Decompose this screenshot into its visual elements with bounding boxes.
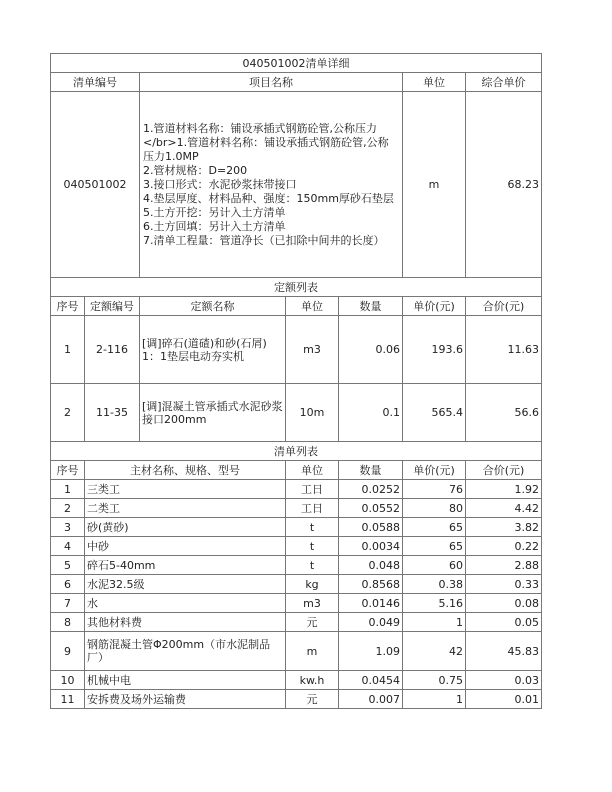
material-price: 65 (403, 518, 466, 537)
material-name: 安拆费及场外运输费 (85, 690, 286, 709)
description-line: 压力1.0MP (143, 149, 199, 163)
material-row (51, 537, 542, 556)
material-qty: 0.007 (339, 690, 403, 709)
description-line: 4.垫层厚度、材料品种、强度：150mm厚砂石垫层 (143, 191, 394, 205)
unit-price-header: 综合单价 (466, 73, 542, 92)
material-price: 1 (403, 690, 466, 709)
material-header-price: 单价(元) (403, 461, 466, 480)
material-no: 5 (51, 556, 85, 575)
material-no: 3 (51, 518, 85, 537)
material-price: 5.16 (403, 594, 466, 613)
quota-price: 565.4 (403, 384, 466, 442)
material-name: 机械中电 (85, 671, 286, 690)
quota-name: [调]混凝土管承插式水泥砂浆接口200mm (140, 384, 286, 442)
material-header-qty: 数量 (339, 461, 403, 480)
material-header-no: 序号 (51, 461, 85, 480)
quota-header-total: 合价(元) (466, 297, 542, 316)
material-qty: 0.049 (339, 613, 403, 632)
material-qty: 0.0454 (339, 671, 403, 690)
material-row (51, 632, 542, 671)
quota-header-name: 定额名称 (140, 297, 286, 316)
quota-header-unit: 单位 (286, 297, 339, 316)
material-name: 水 (85, 594, 286, 613)
material-total: 3.82 (466, 518, 542, 537)
material-name: 水泥32.5级 (85, 575, 286, 594)
material-row (51, 594, 542, 613)
quota-header-price: 单价(元) (403, 297, 466, 316)
material-qty: 0.0552 (339, 499, 403, 518)
material-total: 0.08 (466, 594, 542, 613)
material-row (51, 499, 542, 518)
material-header-unit: 单位 (286, 461, 339, 480)
material-unit: 元 (286, 613, 339, 632)
material-total: 0.01 (466, 690, 542, 709)
material-unit: kg (286, 575, 339, 594)
material-no: 1 (51, 480, 85, 499)
quota-section-title: 定额列表 (51, 278, 542, 297)
quota-header-qty: 数量 (339, 297, 403, 316)
item-unit-price: 68.23 (466, 92, 542, 278)
quota-code: 2-116 (85, 316, 140, 384)
material-price: 1 (403, 613, 466, 632)
material-section-title: 清单列表 (51, 442, 542, 461)
material-no: 8 (51, 613, 85, 632)
material-unit: m (286, 632, 339, 671)
quota-qty: 0.06 (339, 316, 403, 384)
material-unit: t (286, 556, 339, 575)
quota-total: 11.63 (466, 316, 542, 384)
item-description (140, 92, 403, 278)
description-line: </br>1.管道材料名称：铺设承插式钢筋砼管,公称 (143, 135, 389, 149)
quota-code: 11-35 (85, 384, 140, 442)
description-line: 5.土方开挖：另计入土方清单 (143, 205, 286, 219)
material-name: 碎石5-40mm (85, 556, 286, 575)
quota-name: [调]碎石(道碴)和砂(石屑)1：1垫层电动夯实机 (140, 316, 286, 384)
material-name: 三类工 (85, 480, 286, 499)
material-qty: 0.048 (339, 556, 403, 575)
material-unit: 工日 (286, 499, 339, 518)
quota-unit: m3 (286, 316, 339, 384)
material-qty: 0.0588 (339, 518, 403, 537)
quota-total: 56.6 (466, 384, 542, 442)
material-header-total: 合价(元) (466, 461, 542, 480)
quota-qty: 0.1 (339, 384, 403, 442)
material-no: 4 (51, 537, 85, 556)
material-unit: m3 (286, 594, 339, 613)
quota-unit: 10m (286, 384, 339, 442)
material-qty: 0.0034 (339, 537, 403, 556)
material-no: 9 (51, 632, 85, 671)
material-total: 0.05 (466, 613, 542, 632)
description-line: 3.接口形式：水泥砂浆抹带接口 (143, 177, 297, 191)
material-total: 0.03 (466, 671, 542, 690)
bill-code-header: 清单编号 (51, 73, 140, 92)
material-row (51, 690, 542, 709)
unit-header: 单位 (403, 73, 466, 92)
description-line: 2.管材规格：D=200 (143, 163, 248, 177)
material-qty: 0.0252 (339, 480, 403, 499)
quota-row (51, 316, 542, 384)
material-unit: t (286, 518, 339, 537)
bill-detail-table (50, 53, 542, 709)
material-name: 其他材料费 (85, 613, 286, 632)
quota-no: 2 (51, 384, 85, 442)
material-row (51, 575, 542, 594)
material-total: 0.22 (466, 537, 542, 556)
material-unit: kw.h (286, 671, 339, 690)
material-name: 钢筋混凝土管Φ200mm（市水泥制品厂） (85, 632, 286, 671)
description-line: 7.清单工程量：管道净长（已扣除中间井的长度） (143, 233, 385, 247)
quota-header-code: 定额编号 (85, 297, 140, 316)
material-name: 二类工 (85, 499, 286, 518)
material-total: 0.33 (466, 575, 542, 594)
material-row (51, 613, 542, 632)
material-total: 4.42 (466, 499, 542, 518)
description-line: 6.土方回填：另计入土方清单 (143, 219, 286, 233)
item-name-header: 项目名称 (140, 73, 403, 92)
item-unit: m (403, 92, 466, 278)
material-name: 砂(黄砂) (85, 518, 286, 537)
material-price: 76 (403, 480, 466, 499)
material-no: 6 (51, 575, 85, 594)
material-header-name: 主材名称、规格、型号 (85, 461, 286, 480)
material-no: 2 (51, 499, 85, 518)
material-price: 0.38 (403, 575, 466, 594)
quota-row (51, 384, 542, 442)
material-unit: 元 (286, 690, 339, 709)
material-row (51, 671, 542, 690)
material-qty: 0.0146 (339, 594, 403, 613)
material-unit: 工日 (286, 480, 339, 499)
table-title: 040501002清单详细 (51, 54, 542, 73)
material-qty: 1.09 (339, 632, 403, 671)
material-row (51, 518, 542, 537)
material-price: 0.75 (403, 671, 466, 690)
description-line: 1.管道材料名称：铺设承插式钢筋砼管,公称压力 (143, 121, 377, 135)
material-total: 1.92 (466, 480, 542, 499)
material-price: 42 (403, 632, 466, 671)
material-name: 中砂 (85, 537, 286, 556)
material-no: 7 (51, 594, 85, 613)
bill-code: 040501002 (51, 92, 140, 278)
quota-header-no: 序号 (51, 297, 85, 316)
material-row (51, 480, 542, 499)
material-unit: t (286, 537, 339, 556)
material-no: 10 (51, 671, 85, 690)
material-total: 2.88 (466, 556, 542, 575)
material-row (51, 556, 542, 575)
material-no: 11 (51, 690, 85, 709)
material-price: 65 (403, 537, 466, 556)
material-total: 45.83 (466, 632, 542, 671)
material-price: 60 (403, 556, 466, 575)
material-price: 80 (403, 499, 466, 518)
material-qty: 0.8568 (339, 575, 403, 594)
quota-price: 193.6 (403, 316, 466, 384)
quota-no: 1 (51, 316, 85, 384)
